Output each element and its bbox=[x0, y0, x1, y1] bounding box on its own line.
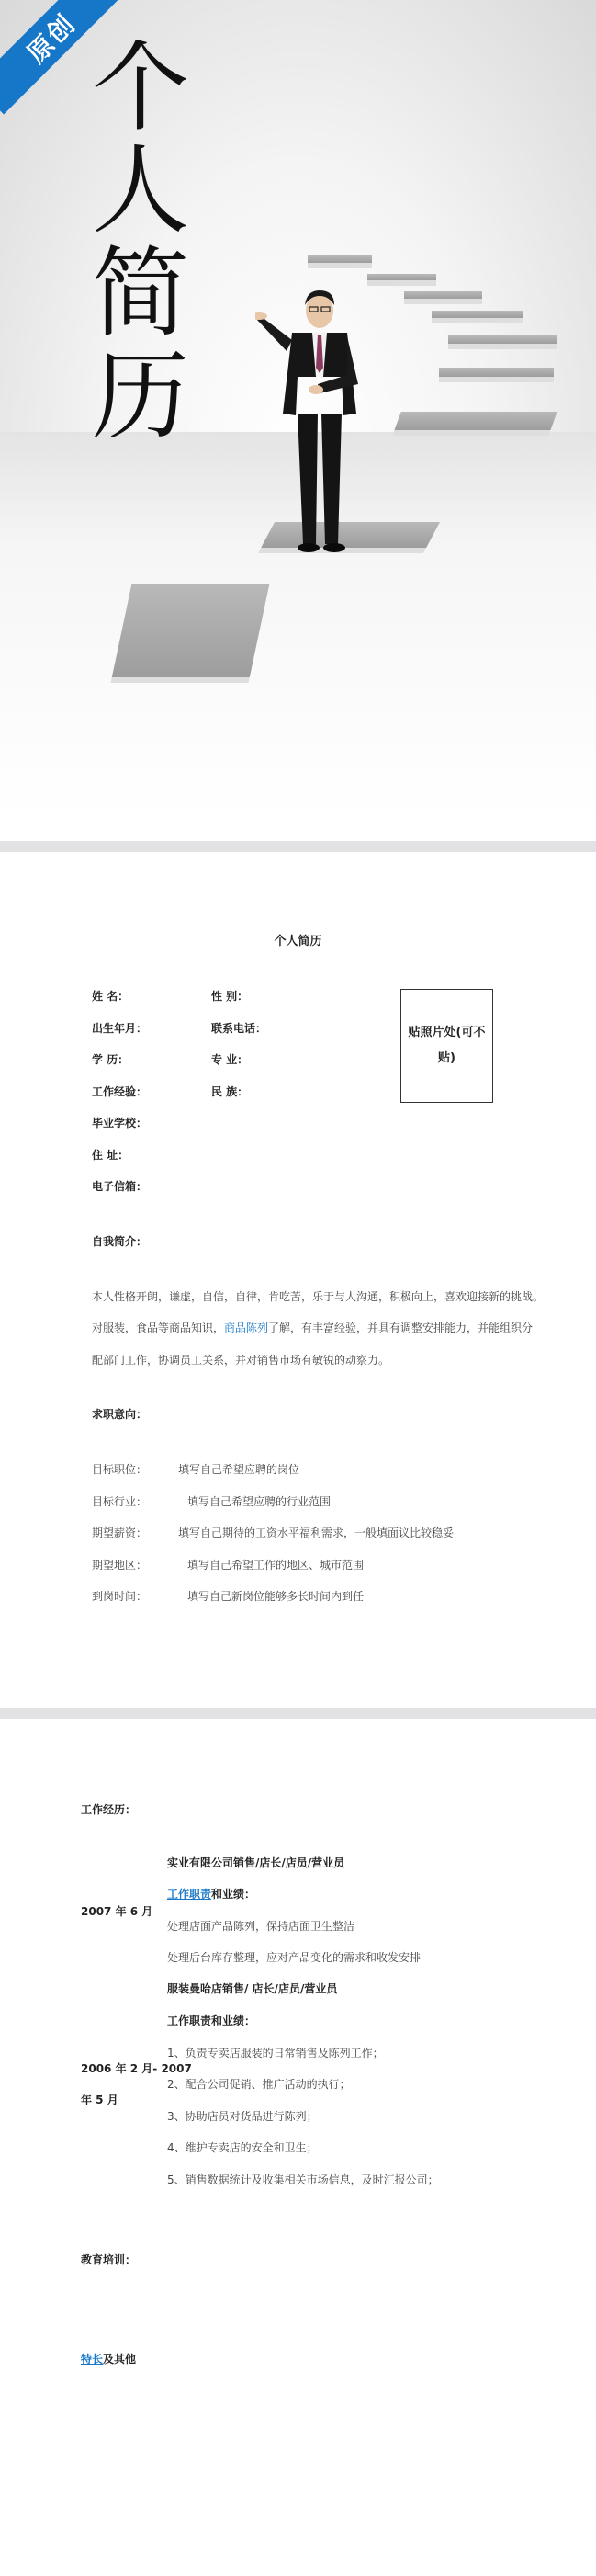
intention-key: 期望薪资： bbox=[92, 1526, 148, 1539]
photo-placeholder-text: 贴照片处(可不贴) bbox=[408, 1026, 486, 1065]
stair-step bbox=[308, 255, 372, 268]
job1-title: 实业有限公司销售/店长/店员/营业员 bbox=[167, 1856, 345, 1869]
field-experience-label: 工作经验： bbox=[92, 1085, 148, 1098]
skills-heading bbox=[81, 2351, 136, 2366]
intention-row bbox=[92, 1525, 454, 1540]
field-ethnicity-label: 民 族： bbox=[211, 1085, 249, 1098]
cover-page bbox=[0, 0, 596, 818]
intro-heading: 自我简介： bbox=[92, 1235, 148, 1248]
intention-key: 到岗时间： bbox=[92, 1590, 148, 1603]
intro-line-text: 了解，有丰富经验，并具有调整安排能力，并能组织分 bbox=[268, 1322, 534, 1334]
field-school-label: 毕业学校： bbox=[92, 1117, 148, 1129]
intention-key: 目标行业： bbox=[92, 1495, 148, 1508]
job2-duty-heading: 工作职责和业绩： bbox=[167, 2014, 256, 2027]
job2-duty-item: 4、维护专卖店的安全和卫生； bbox=[167, 2141, 318, 2154]
field-phone-label: 联系电话： bbox=[211, 1022, 267, 1035]
job1-duty-item: 处理店面产品陈列，保持店面卫生整洁 bbox=[167, 1920, 355, 1933]
skills-suffix: 及其他 bbox=[103, 2353, 137, 2366]
intention-value: 填写自己希望应聘的行业范围 bbox=[187, 1495, 332, 1508]
page-separator bbox=[0, 1708, 596, 1719]
job1-duty-link[interactable]: 工作职责 bbox=[167, 1888, 212, 1901]
job1-duty-heading bbox=[167, 1886, 255, 1901]
job2-title: 服装曼哈店销售/ 店长/店员/营业员 bbox=[167, 1982, 338, 1995]
stair-step bbox=[404, 291, 482, 304]
intention-value: 填写自己新岗位能够多长时间内到任 bbox=[187, 1590, 365, 1603]
stair-step bbox=[448, 335, 557, 349]
intention-value: 填写自己希望应聘的岗位 bbox=[178, 1463, 300, 1476]
intro-line: 本人性格开朗，谦虚，自信，自律，肯吃苦，乐于与人沟通，积极向上，喜欢迎接新的挑战。 bbox=[92, 1290, 545, 1303]
cover-title bbox=[92, 31, 202, 453]
stair-step bbox=[432, 311, 523, 323]
merchandise-display-link[interactable]: 商品陈列 bbox=[224, 1322, 269, 1334]
intention-row bbox=[92, 1493, 331, 1509]
field-gender-label: 性 别： bbox=[211, 990, 249, 1003]
job2-duty-item: 2、配合公司促销、推广活动的执行； bbox=[167, 2078, 351, 2091]
field-education-label: 学 历： bbox=[92, 1053, 129, 1066]
field-major-label: 专 业： bbox=[211, 1053, 249, 1066]
intention-key: 期望地区： bbox=[92, 1559, 148, 1572]
field-email-label: 电子信箱： bbox=[92, 1180, 148, 1193]
cover-title-char: 简 bbox=[92, 237, 189, 350]
intro-line bbox=[92, 1320, 533, 1335]
intro-line: 配部门工作，协调员工关系，并对销售市场有敏锐的动察力。 bbox=[92, 1354, 390, 1367]
intention-value: 填写自己希望工作的地区、城市范围 bbox=[187, 1559, 365, 1572]
intention-value: 填写自己期待的工资水平福利需求，一般填面议比较稳妥 bbox=[178, 1526, 455, 1539]
job2-duty-item: 5、销售数据统计及收集相关市场信息，及时汇报公司； bbox=[167, 2173, 439, 2186]
stair-step bbox=[111, 584, 270, 683]
job2-duty-item: 1、负责专卖店服装的日常销售及陈列工作； bbox=[167, 2047, 384, 2060]
intention-heading: 求职意向： bbox=[92, 1408, 148, 1421]
job1-duty-suffix: 和业绩： bbox=[211, 1888, 256, 1901]
businessman-illustration bbox=[255, 276, 384, 561]
job2-date-line: 2006 年 2 月- 2007 bbox=[81, 2062, 192, 2075]
cover-title-char: 个 bbox=[92, 31, 189, 144]
stair-step bbox=[439, 368, 554, 382]
page-title: 个人简历 bbox=[274, 935, 322, 948]
job2-duty-item: 3、协助店员对货品进行陈列； bbox=[167, 2110, 318, 2123]
field-name-label: 姓 名： bbox=[92, 990, 129, 1003]
photo-placeholder bbox=[400, 989, 493, 1103]
ribbon-label: 原创 bbox=[21, 8, 82, 69]
job1-date: 2007 年 6 月 bbox=[81, 1905, 153, 1918]
intention-row bbox=[92, 1461, 299, 1477]
education-heading: 教育培训： bbox=[81, 2253, 137, 2266]
stair-step bbox=[392, 412, 557, 436]
intention-key: 目标职位： bbox=[92, 1463, 148, 1476]
skills-link[interactable]: 特长 bbox=[81, 2353, 104, 2366]
job1-duty-item: 处理后台库存整理，应对产品变化的需求和收发安排 bbox=[167, 1951, 422, 1964]
intention-row bbox=[92, 1557, 364, 1572]
page-separator bbox=[0, 841, 596, 852]
work-heading: 工作经历： bbox=[81, 1803, 137, 1816]
field-birth-label: 出生年月： bbox=[92, 1022, 148, 1035]
cover-title-char: 历 bbox=[92, 340, 189, 453]
field-address-label: 住 址： bbox=[92, 1149, 129, 1162]
intention-row bbox=[92, 1588, 364, 1604]
job2-date-line: 年 5 月 bbox=[81, 2094, 118, 2106]
intro-line-text: 对服装，食品等商品知识， bbox=[92, 1322, 225, 1334]
cover-title-char: 人 bbox=[92, 134, 189, 247]
